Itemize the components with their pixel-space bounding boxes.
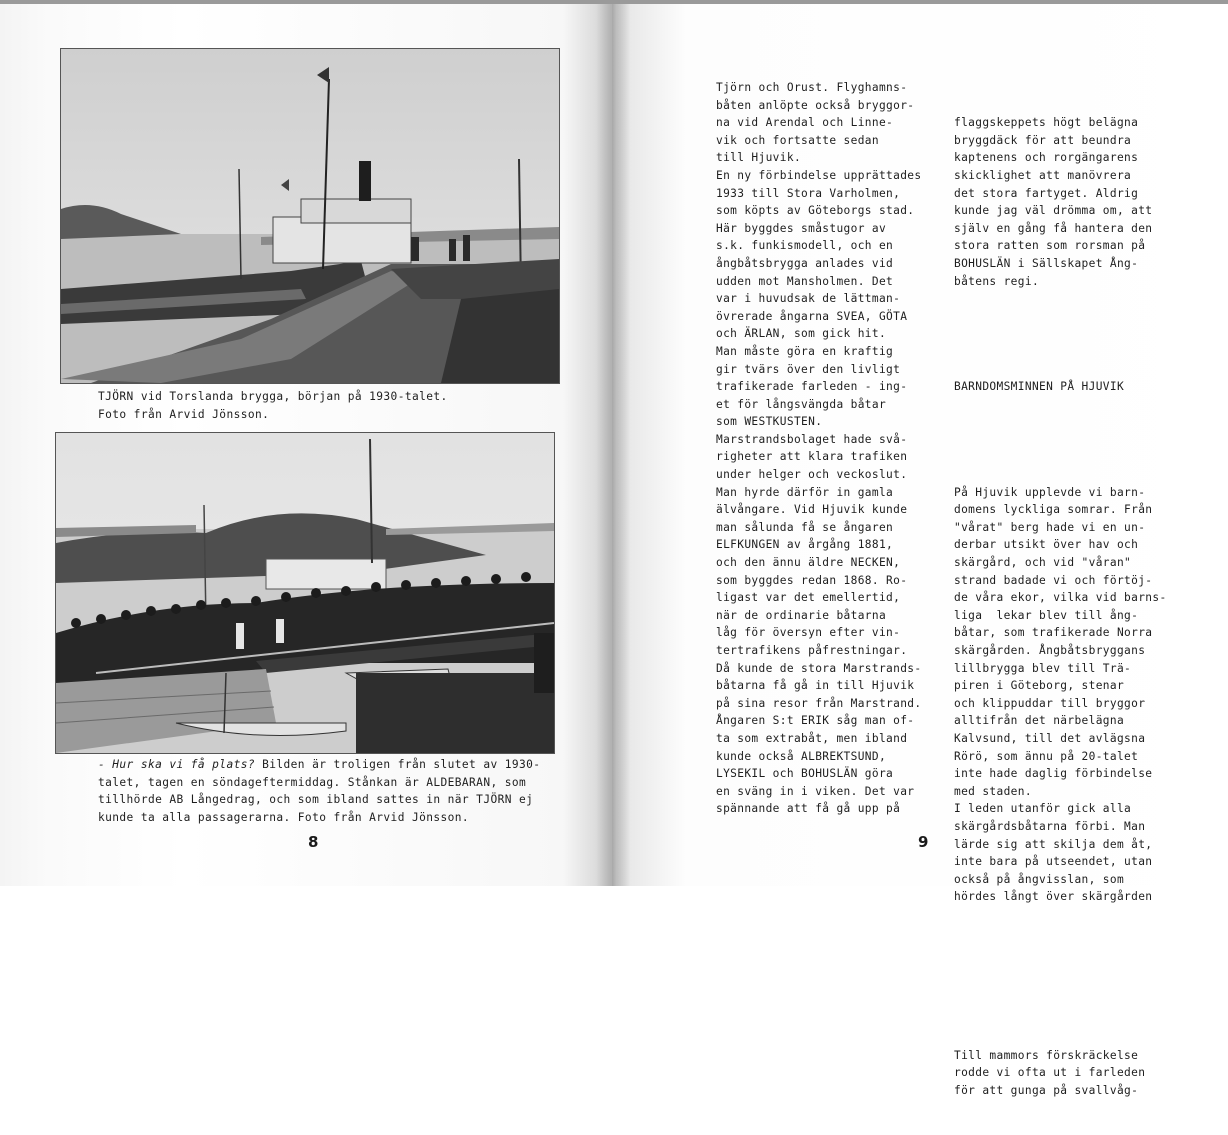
text-line: bryggdäck för att beundra	[954, 133, 1132, 147]
text-line: kunde också ALBREKTSUND,	[716, 749, 887, 763]
text-line: också på ångvisslan, som	[954, 872, 1125, 886]
text-line: på sina resor från Marstrand.	[716, 696, 922, 710]
column2-paragraph-memories	[954, 484, 1174, 906]
text-line: På Hjuvik upplevde vi barn-	[954, 485, 1146, 499]
text-line: stora ratten som rorsman på	[954, 239, 1146, 253]
text-line: spännande att få gå upp på	[716, 802, 901, 816]
text-line: Man hyrde därför in gamla	[716, 485, 894, 499]
text-line: skärgården. Ångbåtsbryggans	[954, 644, 1146, 657]
text-line: rodde vi ofta ut i farleden	[954, 1066, 1146, 1080]
text-line: ELFKUNGEN av årgång 1881,	[716, 538, 894, 552]
text-line: strand badade vi och förtöj-	[954, 573, 1153, 587]
spacer	[954, 325, 1174, 343]
text-line: som WESTKUSTEN.	[716, 415, 823, 429]
text-line: 1933 till Stora Varholmen,	[716, 186, 901, 200]
text-line: och den ännu äldre NECKEN,	[716, 556, 901, 570]
text-line: under helger och veckoslut.	[716, 468, 908, 482]
text-line: udden mot Mansholmen. Det	[716, 274, 894, 288]
spacer	[954, 941, 1174, 959]
text-line: et för långsvängda båtar	[716, 397, 887, 411]
photo-crowd-on-pier	[55, 432, 555, 754]
book-gutter	[596, 0, 630, 886]
text-line: flaggskeppets högt belägna	[954, 116, 1139, 130]
text-line: hördes långt över skärgården	[954, 890, 1153, 904]
text-line: inte bara på utseendet, utan	[954, 855, 1153, 869]
text-line: båtar, som trafikerade Norra	[954, 626, 1153, 640]
caption-line: TJÖRN vid Torslanda brygga, början på 1930-talet.	[98, 390, 448, 403]
text-line: skärgård, och vid "våran"	[954, 556, 1132, 570]
page-number-left: 8	[308, 833, 319, 851]
text-line: piren i Göteborg, stenar	[954, 679, 1125, 693]
text-line: älvångare. Vid Hjuvik kunde	[716, 503, 908, 517]
text-line: det stora fartyget. Aldrig	[954, 186, 1139, 200]
text-line: de våra ekor, vilka vid barns-	[954, 591, 1167, 605]
text-line: låg för översyn efter vin-	[716, 626, 901, 640]
text-line: vik och fortsatte sedan	[716, 133, 879, 147]
text-line: som byggdes redan 1868. Ro-	[716, 573, 908, 587]
text-line: trafikerade farleden - ing-	[716, 380, 908, 394]
text-line: Kalvsund, till det avlägsna	[954, 731, 1146, 745]
text-line: för att gunga på svallvåg-	[954, 1083, 1139, 1097]
caption-lead-question: - Hur ska vi få plats?	[98, 758, 255, 771]
text-line: tertrafikens påfrestningar.	[716, 644, 908, 657]
text-line: skärgårdsbåtarna förbi. Man	[954, 819, 1146, 833]
text-line: I leden utanför gick alla	[954, 802, 1132, 816]
photo2-caption	[98, 756, 558, 826]
spacer	[954, 431, 1174, 449]
text-line: "vårat" berg hade vi en un-	[954, 520, 1146, 534]
text-line: liga lekar blev till ång-	[954, 608, 1139, 622]
text-line: alltifrån det närbelägna	[954, 714, 1125, 728]
text-line: Ångaren S:t ERIK såg man of-	[716, 714, 915, 728]
text-line: Till mammors förskräckelse	[954, 1048, 1139, 1062]
text-line: och klippuddar till bryggor	[954, 696, 1146, 710]
text-line: Tjörn och Orust. Flyghamns-	[716, 81, 908, 94]
text-line: derbar utsikt över hav och	[954, 538, 1139, 552]
text-line: inte hade daglig förbindelse	[954, 767, 1153, 781]
page-number-right: 9	[918, 833, 929, 851]
caption-line: talet, tagen en söndageftermiddag. Stånkan är ALDEBARAN, som	[98, 775, 527, 789]
text-line: båten anlöpte också bryggor-	[716, 98, 915, 112]
text-line: som köpts av Göteborgs stad.	[716, 204, 915, 218]
text-line: båtens regi.	[954, 274, 1040, 288]
text-line: och ÄRLAN, som gick hit.	[716, 327, 887, 341]
text-line: till Hjuvik.	[716, 151, 802, 165]
text-line: kunde jag väl drömma om, att	[954, 204, 1153, 218]
text-line: En ny förbindelse upprättades	[716, 168, 922, 182]
text-line: ligast var det emellertid,	[716, 591, 901, 605]
text-line: en sväng in i viken. Det var	[716, 784, 915, 798]
text-line: skicklighet att manövrera	[954, 168, 1132, 182]
text-line: båtarna få gå in till Hjuvik	[716, 679, 915, 693]
spacer	[954, 994, 1174, 1012]
column2-paragraph-steamship	[954, 114, 1174, 290]
text-line: s.k. funkismodell, och en	[716, 239, 894, 253]
text-line: lillbrygga blev till Trä-	[954, 661, 1132, 675]
photo-steamship-at-pier	[60, 48, 560, 384]
text-line: övrerade ångarna SVEA, GÖTA	[716, 309, 908, 323]
text-line: ta som extrabåt, men ibland	[716, 731, 908, 745]
caption-line	[98, 756, 558, 774]
text-line: man sålunda få se ångaren	[716, 520, 894, 534]
text-line: gir tvärs över den livligt	[716, 362, 901, 376]
column2-paragraph-fright	[954, 1047, 1174, 1100]
text-column-2	[954, 79, 1174, 1135]
caption-line: tillhörde AB Långedrag, och som ibland sattes in när TJÖRN ej	[98, 793, 534, 807]
text-line: när de ordinarie båtarna	[716, 608, 887, 622]
text-line: ångbåtsbrygga anlades vid	[716, 256, 894, 270]
text-line: LYSEKIL och BOHUSLÄN göra	[716, 767, 894, 781]
photo1-caption	[98, 388, 558, 423]
text-column-1	[716, 79, 926, 818]
caption-line: kunde ta alla passagerarna. Foto från Arvid Jönsson.	[98, 810, 470, 824]
text-line: Då kunde de stora Marstrands-	[716, 661, 922, 675]
text-line: Här byggdes småstugor av	[716, 221, 887, 235]
text-line: kaptenens och rorgängarens	[954, 151, 1139, 165]
text-line: lärde sig att skilja dem åt,	[954, 837, 1153, 851]
text-line: Rörö, som ännu på 20-talet	[954, 749, 1139, 763]
text-line: domens lyckliga somrar. Från	[954, 503, 1153, 517]
text-line: righeter att klara trafiken	[716, 450, 908, 464]
text-line: var i huvudsak de lättman-	[716, 292, 901, 306]
text-line: Man måste göra en kraftig	[716, 344, 894, 358]
text-line: BOHUSLÄN i Sällskapet Ång-	[954, 256, 1139, 270]
caption-line-rest: Bilden är troligen från slutet av 1930-	[254, 758, 541, 771]
text-line: Marstrandsbolaget hade svå-	[716, 432, 908, 446]
text-line: na vid Arendal och Linne-	[716, 116, 894, 130]
section-heading: BARNDOMSMINNEN PÅ HJUVIK	[954, 380, 1125, 394]
text-line: med staden.	[954, 784, 1032, 798]
scan-top-edge	[0, 0, 1228, 4]
text-line: själv en gång få hantera den	[954, 221, 1153, 235]
caption-line: Foto från Arvid Jönsson.	[98, 407, 270, 421]
